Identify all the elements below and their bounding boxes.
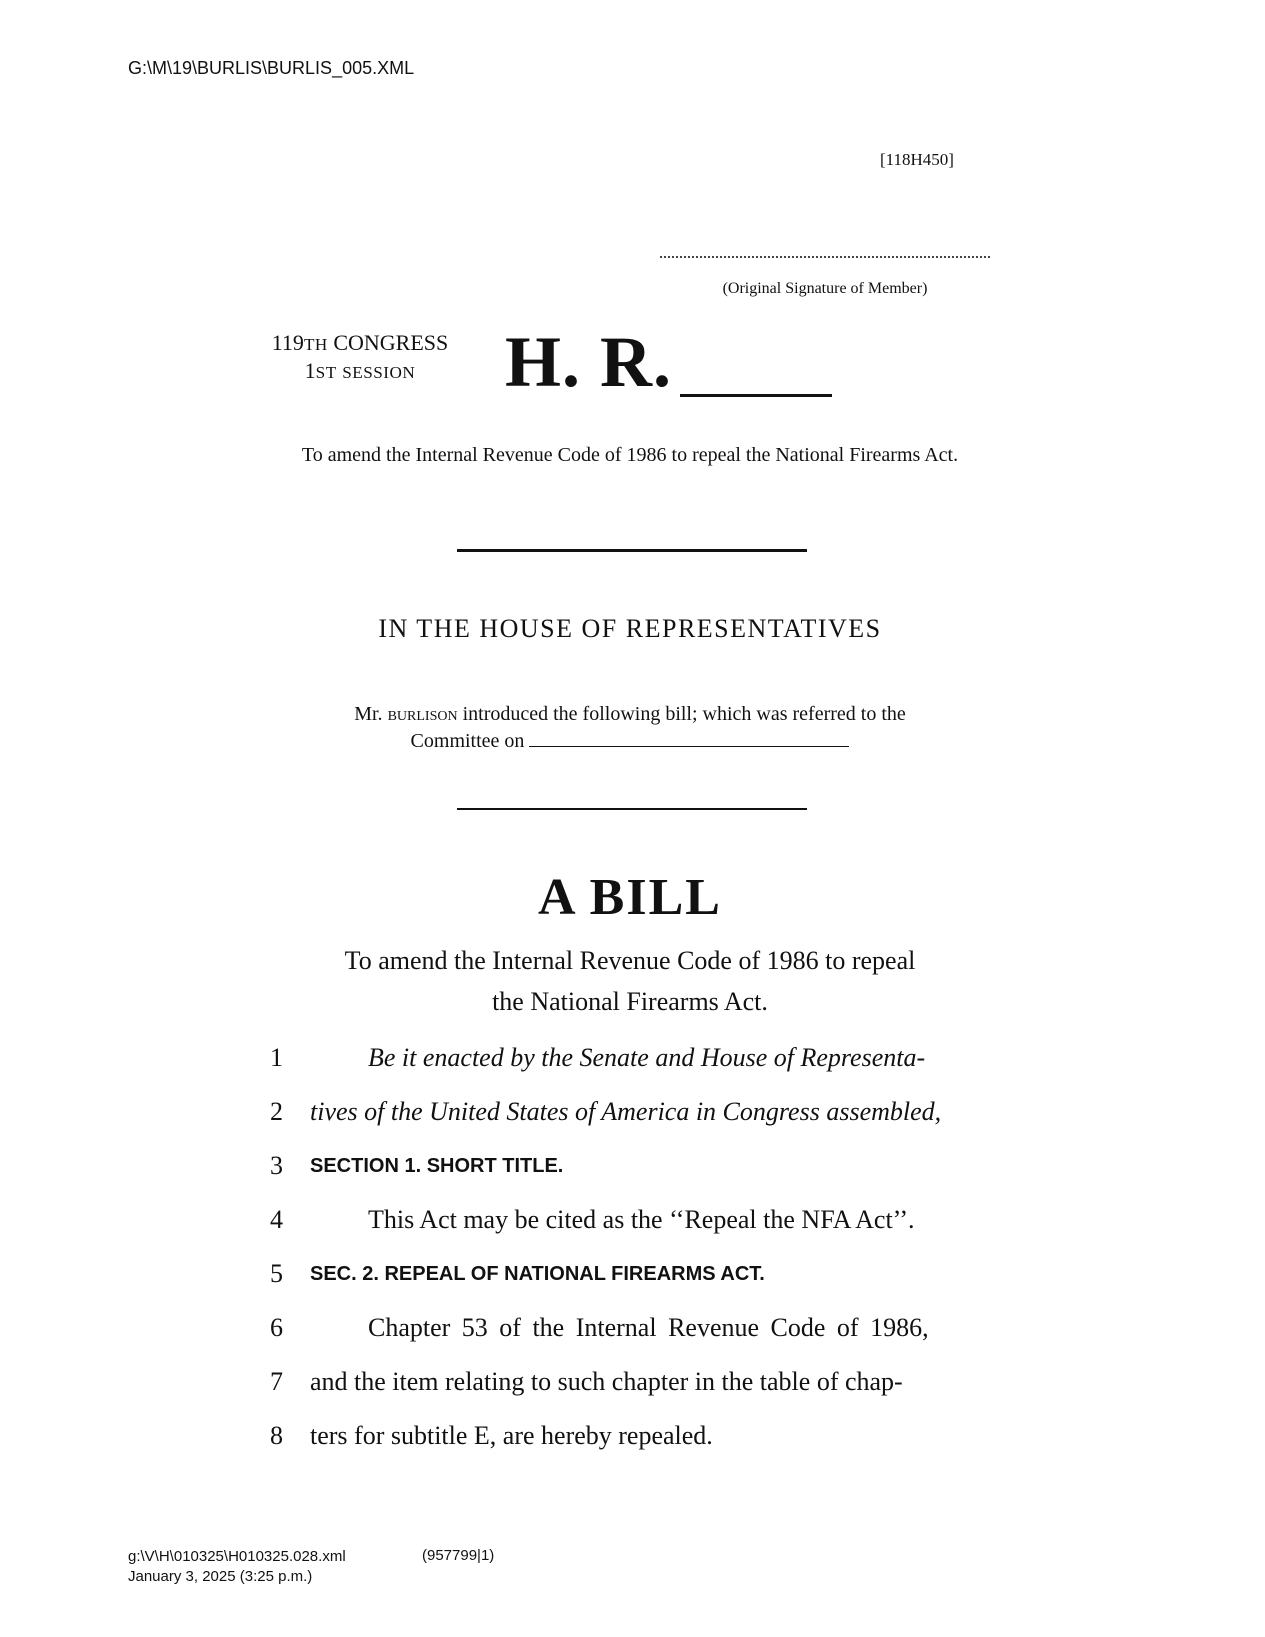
section-text: Chapter 53 of the Internal Revenue Code of 1986, [368,1313,929,1342]
bill-line [270,1310,1010,1364]
congress-suffix: TH [303,335,328,354]
bill-heading: A BILL [538,869,722,926]
section-heading: SEC. 2. REPEAL OF NATIONAL FIREARMS ACT. [310,1263,765,1285]
file-path: G:\M\19\BURLIS\BURLIS_005.XML [128,58,415,78]
bill-text [270,1040,1010,1472]
bill-line [270,1148,1010,1202]
signature-line [660,250,990,258]
signature-label: (Original Signature of Member) [722,280,928,297]
footer-timestamp: January 3, 2025 (3:25 p.m.) [128,1568,313,1585]
session-suffix: ST [315,363,337,382]
line-number: 4 [270,1205,283,1234]
section-text: and the item relating to such chapter in the table of chap- [310,1367,903,1396]
bill-line [270,1256,1010,1310]
intro-text: introduced the following bill; which was referred to the [462,703,906,725]
enacting-clause: Be it enacted by the Senate and House of Representa- [368,1043,926,1072]
bill-line [270,1202,1010,1256]
introduction-line [290,701,970,728]
short-purpose: To amend the Internal Revenue Code of 1986 to repeal the National Firearms Act. [301,444,959,466]
line-number: 5 [270,1259,283,1288]
line-number: 7 [270,1367,283,1396]
section-heading: SECTION 1. SHORT TITLE. [310,1155,564,1177]
intro-prefix: Mr. [354,703,383,725]
footer-job-number: (957799|1) [422,1547,495,1564]
committee-line [290,728,970,755]
bill-line [270,1364,1010,1418]
divider [457,808,807,810]
line-number: 3 [270,1151,283,1180]
congress-line [250,330,470,358]
long-title [290,940,970,1022]
hr-label: H. R. [505,322,672,402]
footer-source [128,1547,346,1587]
session-number: 1 [304,358,316,383]
congress-word: CONGRESS [333,330,449,355]
committee-blank [529,728,849,747]
section-text: This Act may be cited as the ‘‘Repeal the NFA Act’’. [368,1205,915,1234]
congress-session-block [250,330,470,386]
bill-line [270,1040,1010,1094]
line-number: 6 [270,1313,283,1342]
line-number: 2 [270,1097,283,1126]
session-line [250,358,470,386]
long-title-line: the National Firearms Act. [492,987,768,1016]
section-text: ters for subtitle E, are hereby repealed. [310,1421,713,1450]
hr-number-blank [680,394,832,397]
line-number: 1 [270,1043,283,1072]
introduction-statement [290,701,970,755]
chamber-heading: IN THE HOUSE OF REPRESENTATIVES [378,614,882,643]
bill-code: [118H450] [880,150,954,169]
divider [457,549,807,552]
bill-line [270,1418,1010,1472]
enacting-clause: tives of the United States of America in Congress assembled, [310,1097,942,1126]
bill-line [270,1094,1010,1148]
session-word: SESSION [342,363,416,382]
long-title-line: To amend the Internal Revenue Code of 1986 to repeal [344,946,916,975]
sponsor-name: burlison [387,703,458,725]
footer-file-path: g:\V\H\010325\H010325.028.xml [128,1548,346,1565]
committee-text: Committee on [410,730,525,752]
congress-number: 119 [271,330,304,355]
line-number: 8 [270,1421,283,1450]
